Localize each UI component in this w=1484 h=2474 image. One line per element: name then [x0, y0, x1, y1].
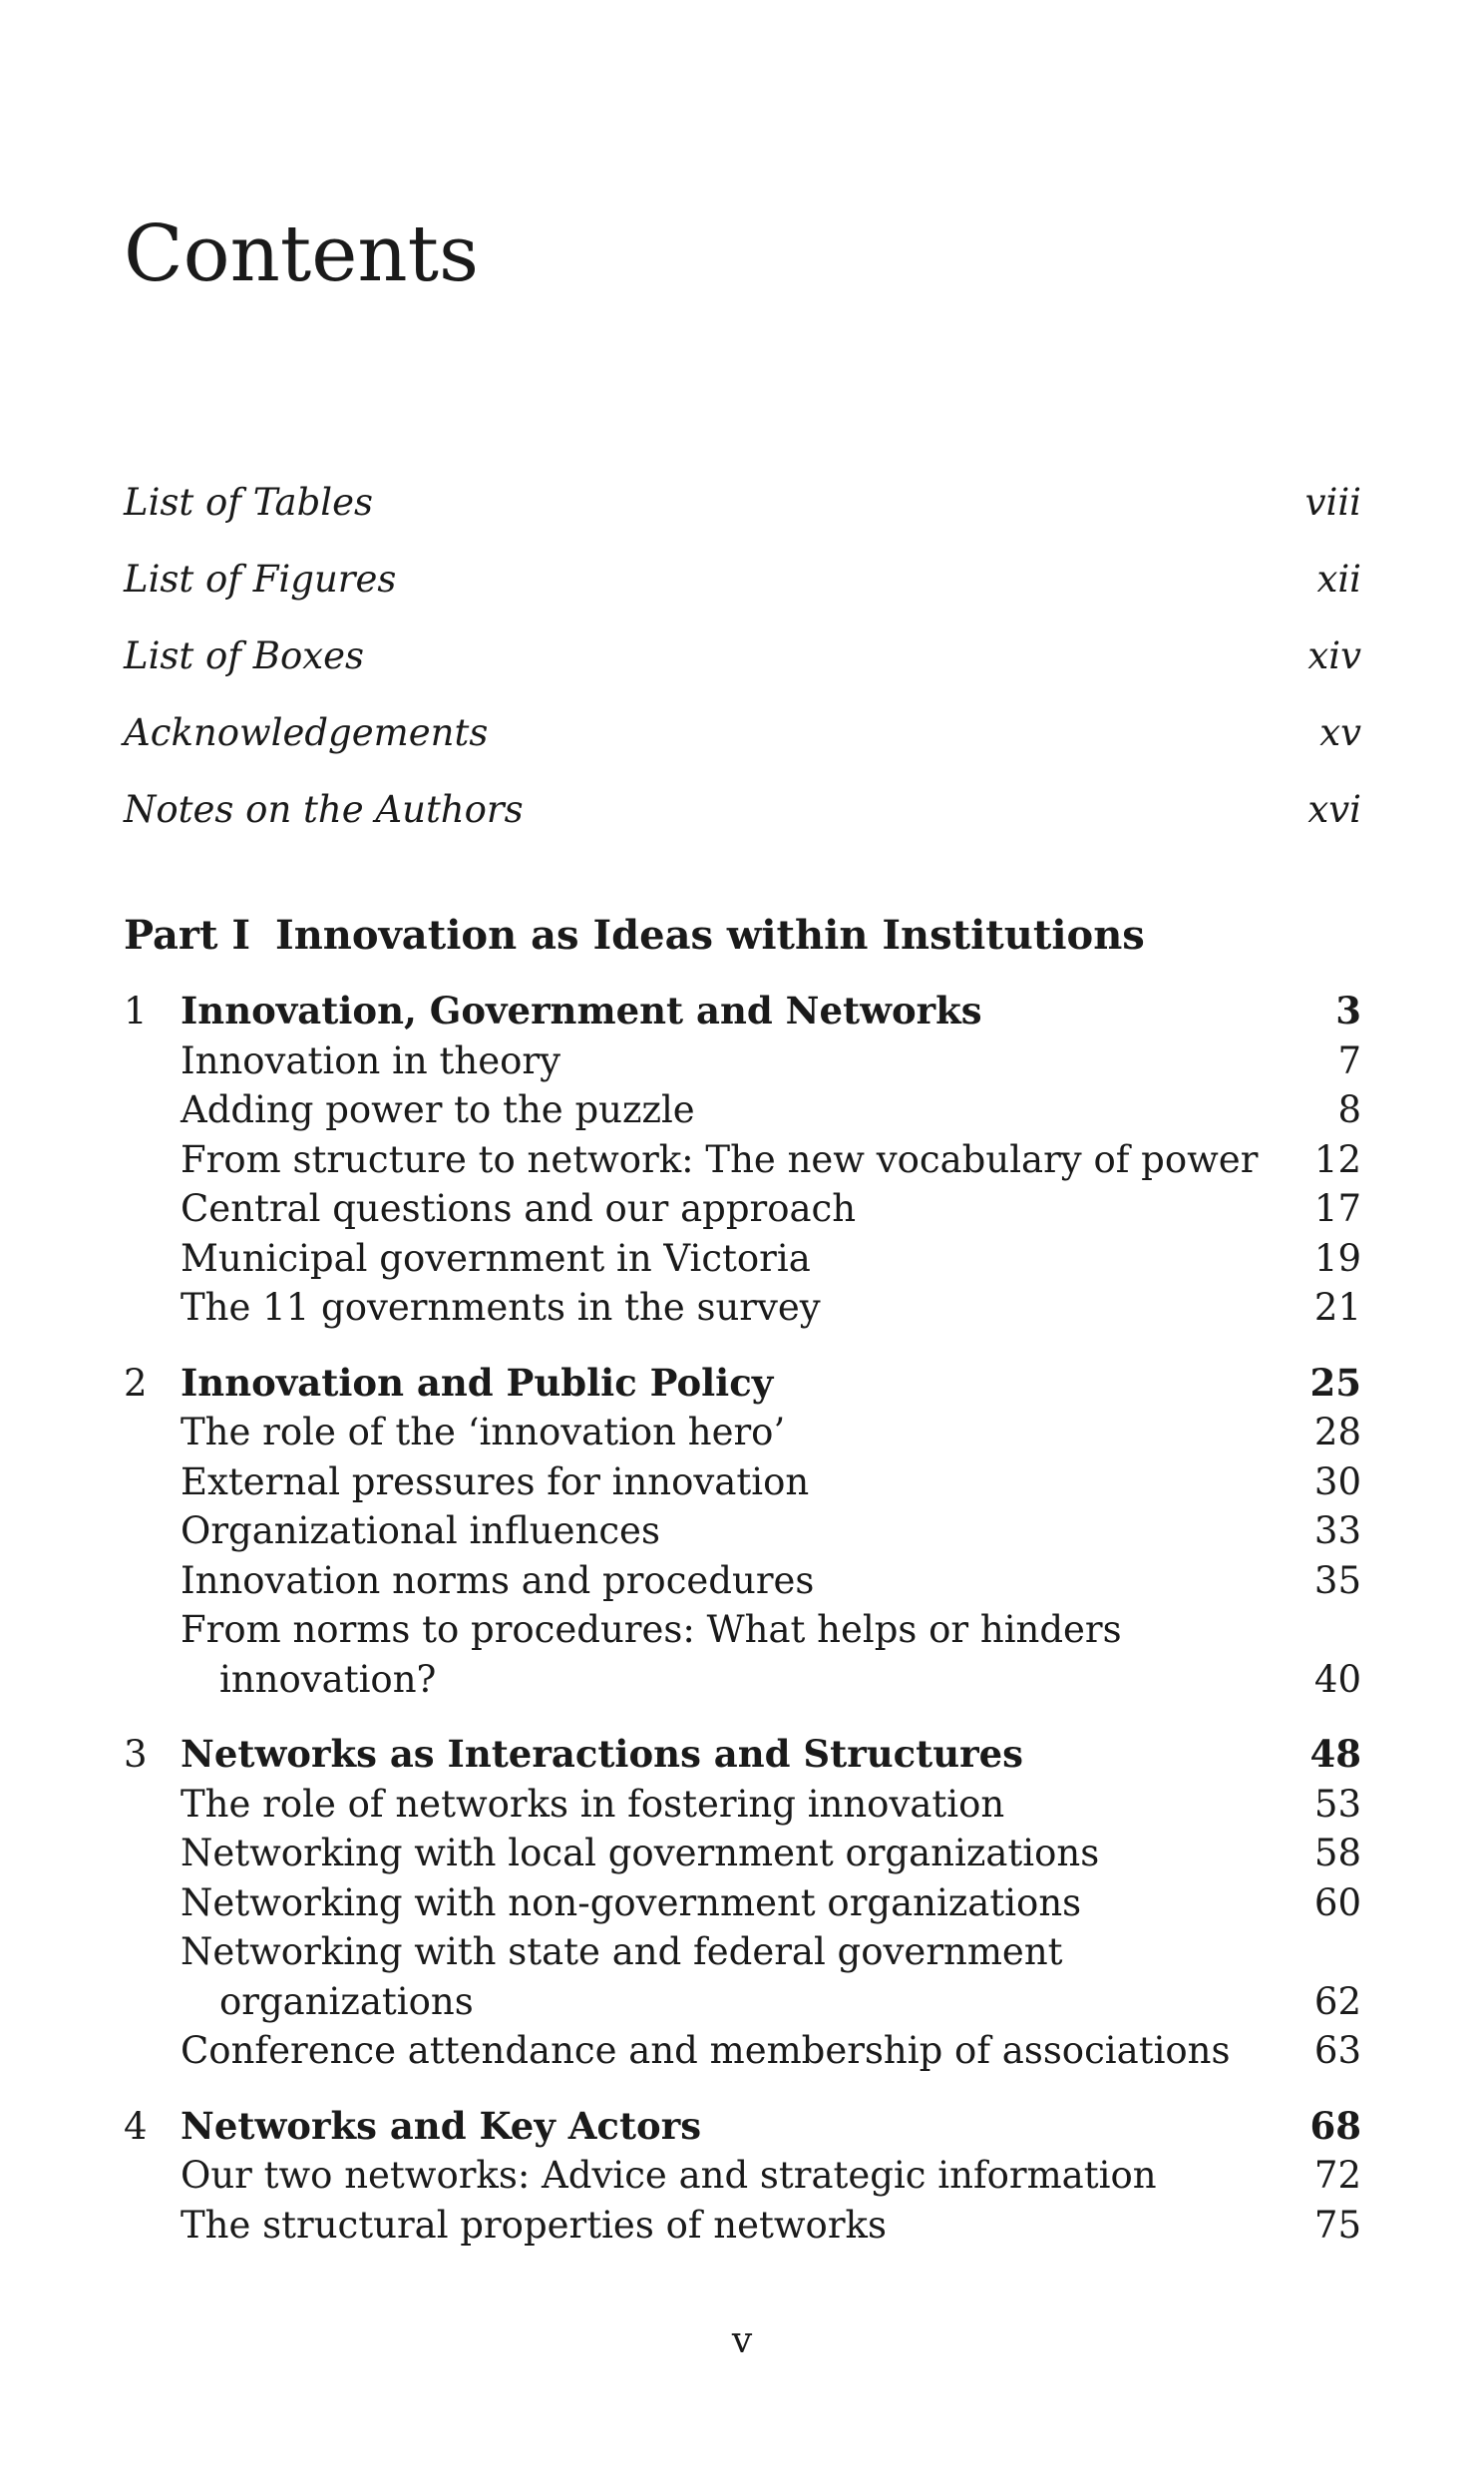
- chapter-page: 3: [1335, 989, 1361, 1032]
- chapter-entry[interactable]: [124, 1730, 1361, 1780]
- section-page: 63: [1313, 2029, 1361, 2072]
- section-entry[interactable]: [124, 1506, 1361, 1556]
- part-heading: [124, 903, 1361, 969]
- chapter-entry[interactable]: [124, 1359, 1361, 1409]
- section-entry[interactable]: [124, 1085, 1361, 1135]
- section-entry[interactable]: [124, 1927, 1361, 1977]
- part-title: Innovation as Ideas within Institutions: [275, 912, 1145, 959]
- chapter-title: Innovation, Government and Networks: [181, 989, 982, 1032]
- section-entry[interactable]: [124, 1408, 1361, 1457]
- section-entry[interactable]: [124, 1829, 1361, 1878]
- entry-title: List of Tables: [124, 481, 374, 524]
- chapter-number: 4: [124, 2104, 148, 2148]
- chapter-number: 3: [124, 1733, 148, 1776]
- toc-entry-list-of-figures[interactable]: [124, 541, 1361, 618]
- entry-title: List of Boxes: [124, 634, 364, 677]
- section-title: External pressures for innovation: [181, 1459, 810, 1503]
- chapter-2: [124, 1359, 1361, 1705]
- chapter-page: 48: [1309, 1732, 1361, 1776]
- section-title: Networking with state and federal government: [181, 1930, 1063, 1973]
- chapter-number: 2: [124, 1361, 148, 1405]
- section-page: 28: [1313, 1411, 1361, 1453]
- chapter-page: 68: [1309, 2103, 1361, 2148]
- section-entry[interactable]: [124, 1135, 1361, 1185]
- section-title: Municipal government in Victoria: [181, 1236, 811, 1280]
- entry-title: List of Figures: [124, 558, 397, 601]
- section-page: 21: [1313, 1286, 1361, 1329]
- chapter-page: 25: [1309, 1360, 1361, 1405]
- chapter-title: Innovation and Public Policy: [181, 1360, 774, 1405]
- section-page: 19: [1313, 1236, 1361, 1280]
- chapter-title: Networks as Interactions and Structures: [181, 1732, 1024, 1776]
- entry-page: viii: [1304, 481, 1361, 524]
- section-entry[interactable]: [124, 1556, 1361, 1606]
- section-page: 17: [1313, 1187, 1361, 1230]
- section-entry[interactable]: [124, 2201, 1361, 2251]
- section-entry[interactable]: [124, 2026, 1361, 2076]
- section-entry[interactable]: [124, 1234, 1361, 1284]
- section-entry[interactable]: [124, 1184, 1361, 1234]
- chapter-entry[interactable]: [124, 2102, 1361, 2152]
- section-title: From norms to procedures: What helps or hinders: [181, 1608, 1122, 1651]
- section-page: 62: [1313, 1979, 1361, 2023]
- section-title: Conference attendance and membership of associations: [181, 2029, 1231, 2072]
- entry-page: xii: [1316, 558, 1361, 601]
- toc-entry-list-of-tables[interactable]: [124, 464, 1361, 541]
- section-title: Adding power to the puzzle: [181, 1088, 695, 1131]
- page-title: Contents: [124, 209, 479, 299]
- front-matter-list: [124, 464, 1361, 848]
- chapter-1: [124, 987, 1361, 1333]
- entry-page: xiv: [1307, 634, 1361, 677]
- section-page: 33: [1313, 1509, 1361, 1552]
- section-page: 72: [1313, 2154, 1361, 2197]
- section-page: 53: [1313, 1782, 1361, 1826]
- section-page: 35: [1313, 1558, 1361, 1602]
- entry-page: xvi: [1307, 788, 1361, 831]
- section-title: Innovation norms and procedures: [181, 1558, 815, 1602]
- section-page: 30: [1313, 1459, 1361, 1503]
- section-title-continuation: organizations: [219, 1979, 474, 2023]
- section-title: Networking with local government organizations: [181, 1832, 1100, 1874]
- chapter-number: 1: [124, 990, 148, 1032]
- toc-entry-list-of-boxes[interactable]: [124, 618, 1361, 694]
- section-title: Central questions and our approach: [181, 1187, 857, 1230]
- section-title: Innovation in theory: [181, 1038, 560, 1082]
- section-page: 8: [1337, 1088, 1361, 1131]
- section-title: Networking with non-government organizations: [181, 1880, 1082, 1924]
- entry-page: xv: [1319, 711, 1361, 754]
- chapter-title: Networks and Key Actors: [181, 2103, 702, 2148]
- table-of-contents: [124, 464, 1361, 2250]
- page-number: v: [731, 2320, 753, 2361]
- part-label: Part I: [124, 912, 251, 959]
- section-page: 7: [1337, 1038, 1361, 1082]
- entry-title: Notes on the Authors: [124, 788, 524, 831]
- section-title: The role of networks in fostering innovation: [181, 1782, 1005, 1826]
- chapter-3: [124, 1730, 1361, 2076]
- section-entry[interactable]: [124, 1036, 1361, 1086]
- section-page: 40: [1313, 1657, 1361, 1701]
- section-title: From structure to network: The new vocabulary of power: [181, 1137, 1259, 1181]
- section-entry[interactable]: [124, 2151, 1361, 2201]
- section-entry-continuation[interactable]: [124, 1655, 1361, 1705]
- section-page: 12: [1313, 1137, 1361, 1181]
- section-title: The role of the ‘innovation hero’: [181, 1411, 786, 1453]
- section-title: Organizational influences: [181, 1509, 660, 1552]
- section-title: The 11 governments in the survey: [181, 1286, 821, 1329]
- chapter-4: [124, 2102, 1361, 2251]
- section-entry[interactable]: [124, 1878, 1361, 1928]
- toc-entry-acknowledgements[interactable]: [124, 694, 1361, 771]
- section-entry[interactable]: [124, 1457, 1361, 1507]
- section-entry[interactable]: [124, 1283, 1361, 1333]
- section-title-continuation: innovation?: [219, 1657, 437, 1701]
- section-page: 75: [1313, 2203, 1361, 2247]
- section-title: Our two networks: Advice and strategic information: [181, 2154, 1157, 2197]
- toc-entry-notes-on-authors[interactable]: [124, 771, 1361, 848]
- section-entry-continuation[interactable]: [124, 1977, 1361, 2027]
- section-page: 60: [1313, 1880, 1361, 1924]
- section-entry[interactable]: [124, 1780, 1361, 1830]
- entry-title: Acknowledgements: [124, 711, 489, 754]
- chapter-entry[interactable]: [124, 987, 1361, 1036]
- section-entry[interactable]: [124, 1605, 1361, 1655]
- section-title: The structural properties of networks: [181, 2203, 887, 2247]
- section-page: 58: [1313, 1832, 1361, 1874]
